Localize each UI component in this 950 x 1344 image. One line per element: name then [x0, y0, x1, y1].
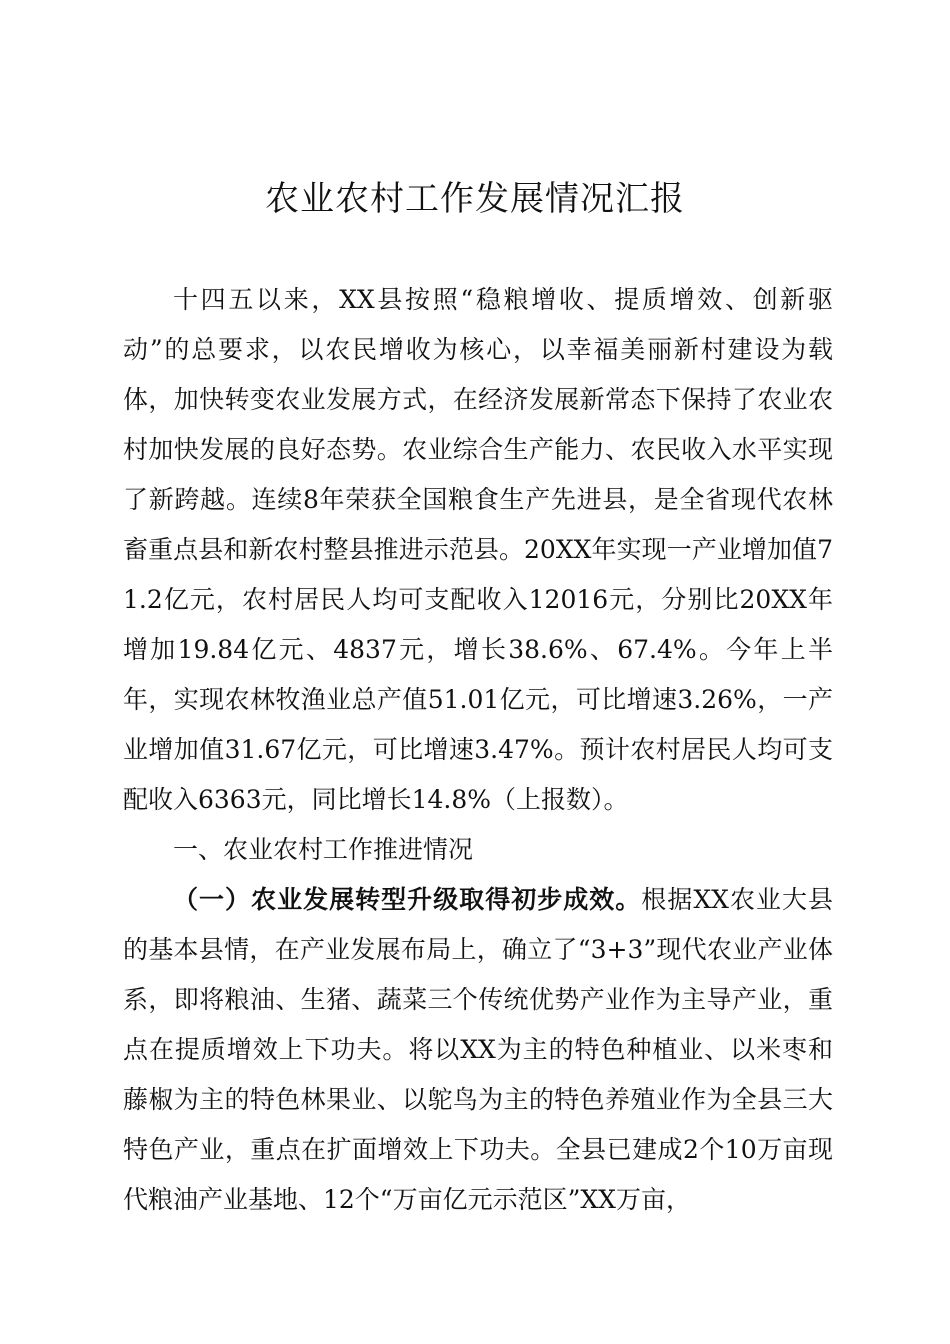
document-title: 农业农村工作发展情况汇报	[265, 179, 685, 219]
document-body	[123, 275, 833, 1225]
subsection-text: 根据XX农业大县的基本县情，在产业发展布局上，确立了“3+3”现代农业产业体系，即将粮油、生猪、蔬菜三个传统优势产业作为主导产业，重点在提质增效上下功夫。将以XX为主的特色种植业、以米枣和藤椒为主的特色林果业、以鸵鸟为主的特色养殖业作为全县三大特色产业，重点在扩面增效上下功夫。全县已建成2个10万亩现代粮油产业基地、12个“万亩亿元示范区”XX万亩，	[123, 885, 833, 1214]
subsection-paragraph	[123, 875, 833, 1225]
intro-paragraph: 十四五以来，XX县按照“稳粮增收、提质增效、创新驱动”的总要求，以农民增收为核心，以幸福美丽新村建设为载体，加快转变农业发展方式，在经济发展新常态下保持了农业农村加快发展的良好态势。农业综合生产能力、农民收入水平实现了新跨越。连续8年荣获全国粮食生产先进县，是全省现代农林畜重点县和新农村整县推进示范县。20XX年实现一产业增加值71.2亿元，农村居民人均可支配收入12016元，分别比20XX年增加19.84亿元、4837元，增长38.6%、67.4%。今年上半年，实现农林牧渔业总产值51.01亿元，可比增速3.26%，一产业增加值31.67亿元，可比增速3.47%。预计农村居民人均可支配收入6363元，同比增长14.8%（上报数）。	[123, 285, 833, 814]
section-heading: 一、农业农村工作推进情况	[173, 835, 474, 864]
subsection-lead: （一）农业发展转型升级取得初步成效。	[173, 885, 642, 914]
